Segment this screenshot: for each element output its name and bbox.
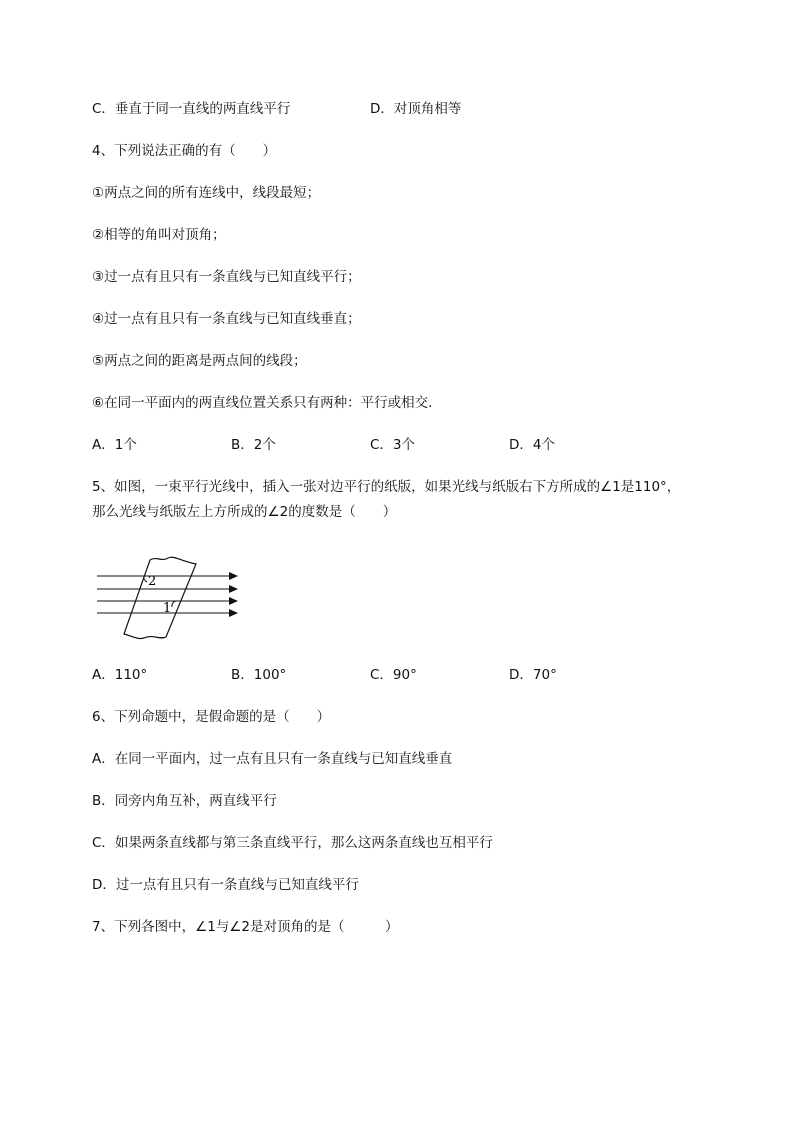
q4-stem: 4、下列说法正确的有（ ）	[92, 143, 277, 159]
q5-option-c: C．90°	[370, 667, 417, 683]
paper-board-shape	[124, 557, 196, 638]
q5-option-a: A．110°	[92, 667, 148, 683]
angle-2-label: 2	[148, 574, 157, 589]
ray-arrowheads	[229, 572, 238, 617]
q4-statement-1: ①两点之间的所有连线中，线段最短；	[92, 185, 321, 201]
q5-option-b: B．100°	[231, 667, 287, 683]
q4-option-d: D．4个	[509, 437, 555, 453]
q6-option-c: C．如果两条直线都与第三条直线平行，那么这两条直线也互相平行	[92, 835, 493, 851]
q5-stem-line1: 5、如图，一束平行光线中，插入一张对边平行的纸版，如果光线与纸版右下方所成的∠1是110°，	[92, 479, 681, 495]
q4-statement-3: ③过一点有且只有一条直线与已知直线平行；	[92, 269, 361, 285]
q5-light-board-figure	[92, 552, 242, 642]
q3-option-d: D．对顶角相等	[370, 101, 462, 117]
q6-stem: 6、下列命题中，是假命题的是（ ）	[92, 709, 331, 725]
q4-option-b: B．2个	[231, 437, 276, 453]
q4-statement-2: ②相等的角叫对顶角；	[92, 227, 226, 243]
q6-option-a: A．在同一平面内，过一点有且只有一条直线与已知直线垂直	[92, 751, 453, 767]
q4-option-a: A．1个	[92, 437, 137, 453]
q6-option-d: D．过一点有且只有一条直线与已知直线平行	[92, 877, 359, 893]
q4-statement-4: ④过一点有且只有一条直线与已知直线垂直；	[92, 311, 361, 327]
q5-option-d: D．70°	[509, 667, 557, 683]
q6-option-b: B．同旁内角互补，两直线平行	[92, 793, 277, 809]
q3-option-c: C．垂直于同一直线的两直线平行	[92, 101, 291, 117]
angle-1-label: 1	[163, 601, 172, 616]
q7-stem: 7、下列各图中，∠1与∠2是对顶角的是（ ）	[92, 919, 399, 935]
q4-option-c: C．3个	[370, 437, 416, 453]
q5-stem-line2: 那么光线与纸版左上方所成的∠2的度数是（ ）	[92, 504, 397, 520]
q4-statement-5: ⑤两点之间的距离是两点间的线段；	[92, 353, 307, 369]
q4-statement-6: ⑥在同一平面内的两直线位置关系只有两种：平行或相交．	[92, 395, 442, 411]
